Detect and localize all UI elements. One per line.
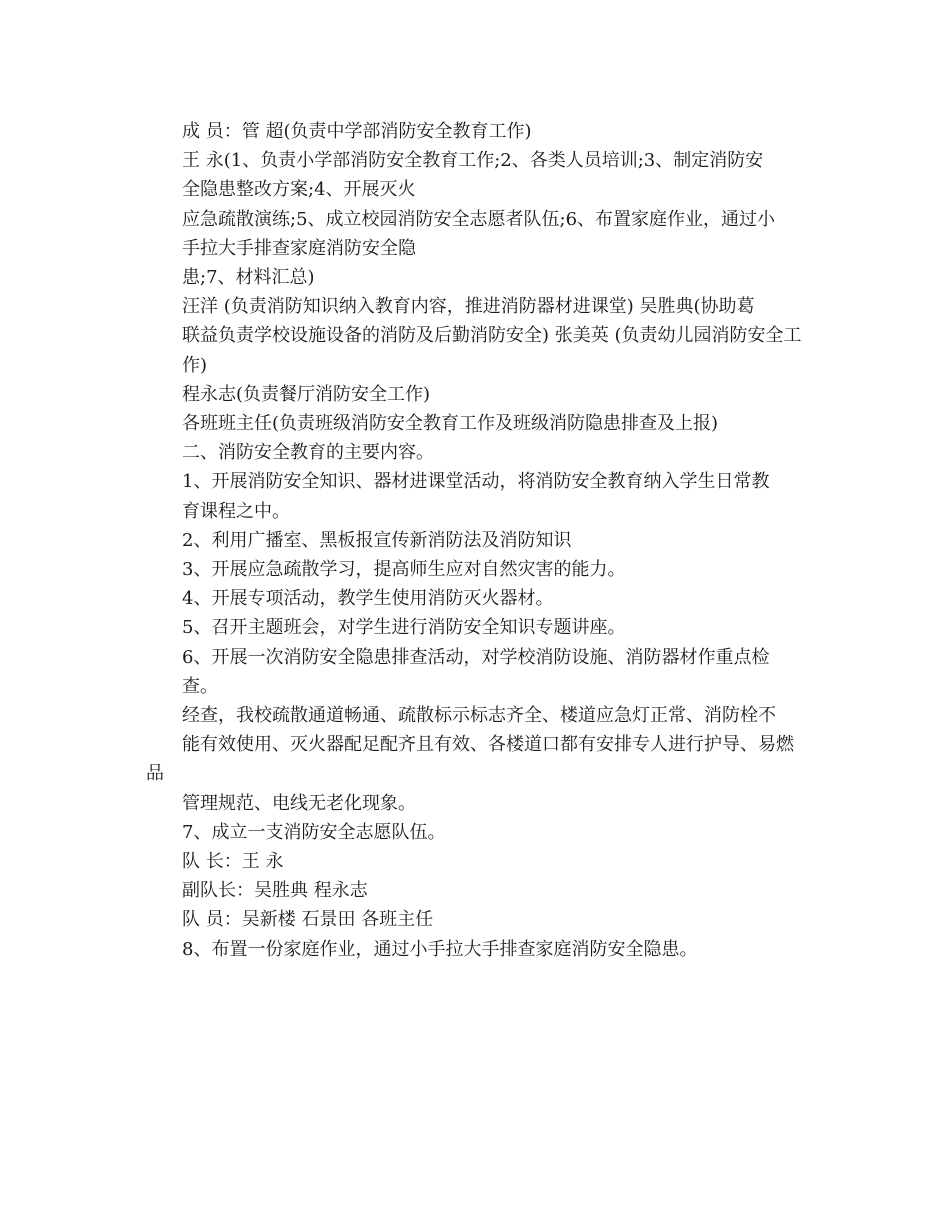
document-paragraph (146, 467, 804, 525)
document-paragraph (146, 292, 804, 380)
paragraph-line: 汪洋 (负责消防知识纳入教育内容，推进消防器材进课堂) 吴胜典(协助葛 (182, 296, 755, 318)
paragraph-line: 4、开展专项活动，教学生使用消防灭火器材。 (182, 588, 554, 610)
document-paragraph (146, 526, 804, 555)
paragraph-line: 2、利用广播室、黑板报宣传新消防法及消防知识 (182, 529, 572, 551)
paragraph-line: 8、布置一份家庭作业，通过小手拉大手排查家庭消防安全隐患。 (182, 938, 698, 960)
document-paragraph (146, 818, 804, 847)
paragraph-line: 查。 (182, 675, 218, 697)
paragraph-line: 6、开展一次消防安全隐患排查活动，对学校消防设施、消防器材作重点检 (182, 646, 770, 668)
document-paragraph (146, 584, 804, 613)
document-body (146, 117, 804, 964)
paragraph-line: 全隐患整改方案;4、开展灭火 (182, 179, 416, 201)
paragraph-line: 王 永(1、负责小学部消防安全教育工作;2、各类人员培训;3、制定消防安 (182, 150, 764, 172)
document-paragraph (146, 263, 804, 292)
paragraph-line: 7、成立一支消防安全志愿队伍。 (182, 821, 446, 843)
paragraph-line: 队 员：吴新楼 石景田 各班主任 (182, 909, 434, 931)
paragraph-line: 副队长：吴胜典 程永志 (182, 880, 368, 902)
paragraph-line: 经查，我校疏散通道畅通、疏散标示标志齐全、楼道应急灯正常、消防栓不 (182, 705, 776, 727)
document-paragraph (146, 380, 804, 409)
paragraph-line: 成 员：管 超(负责中学部消防安全教育工作) (182, 121, 532, 142)
document-paragraph (146, 701, 804, 818)
paragraph-line: 手拉大手排查家庭消防安全隐 (182, 237, 416, 259)
document-paragraph (146, 847, 804, 876)
paragraph-line: 患;7、材料汇总) (182, 267, 315, 289)
paragraph-line: 3、开展应急疏散学习，提高师生应对自然灾害的能力。 (182, 559, 626, 581)
paragraph-line: 能有效使用、灭火器配足配齐且有效、各楼道口都有安排专人进行护导、易燃品 (146, 734, 794, 785)
document-paragraph (146, 205, 804, 263)
document-paragraph (146, 117, 804, 146)
document-paragraph (146, 935, 804, 964)
document-paragraph (146, 876, 804, 905)
paragraph-line: 管理规范、电线无老化现象。 (182, 792, 416, 814)
paragraph-line: 联益负责学校设施设备的消防及后勤消防安全) 张美英 (负责幼儿园消防安全工 (182, 325, 802, 347)
document-paragraph (146, 555, 804, 584)
paragraph-line: 程永志(负责餐厅消防安全工作) (182, 383, 431, 405)
document-paragraph (146, 905, 804, 934)
document-paragraph (146, 613, 804, 642)
paragraph-line: 1、开展消防安全知识、器材进课堂活动，将消防安全教育纳入学生日常教 (182, 471, 770, 493)
paragraph-line: 作) (182, 354, 208, 376)
paragraph-line: 队 长：王 永 (182, 851, 284, 873)
document-paragraph (146, 438, 804, 467)
paragraph-line: 二、消防安全教育的主要内容。 (182, 442, 434, 464)
document-paragraph (146, 146, 804, 204)
paragraph-line: 各班班主任(负责班级消防安全教育工作及班级消防隐患排查及上报) (182, 413, 719, 435)
document-paragraph (146, 643, 804, 701)
paragraph-line: 应急疏散演练;5、成立校园消防安全志愿者队伍;6、布置家庭作业，通过小 (182, 208, 776, 230)
paragraph-line: 育课程之中。 (182, 500, 290, 522)
paragraph-line: 5、召开主题班会，对学生进行消防安全知识专题讲座。 (182, 617, 626, 639)
document-paragraph (146, 409, 804, 438)
